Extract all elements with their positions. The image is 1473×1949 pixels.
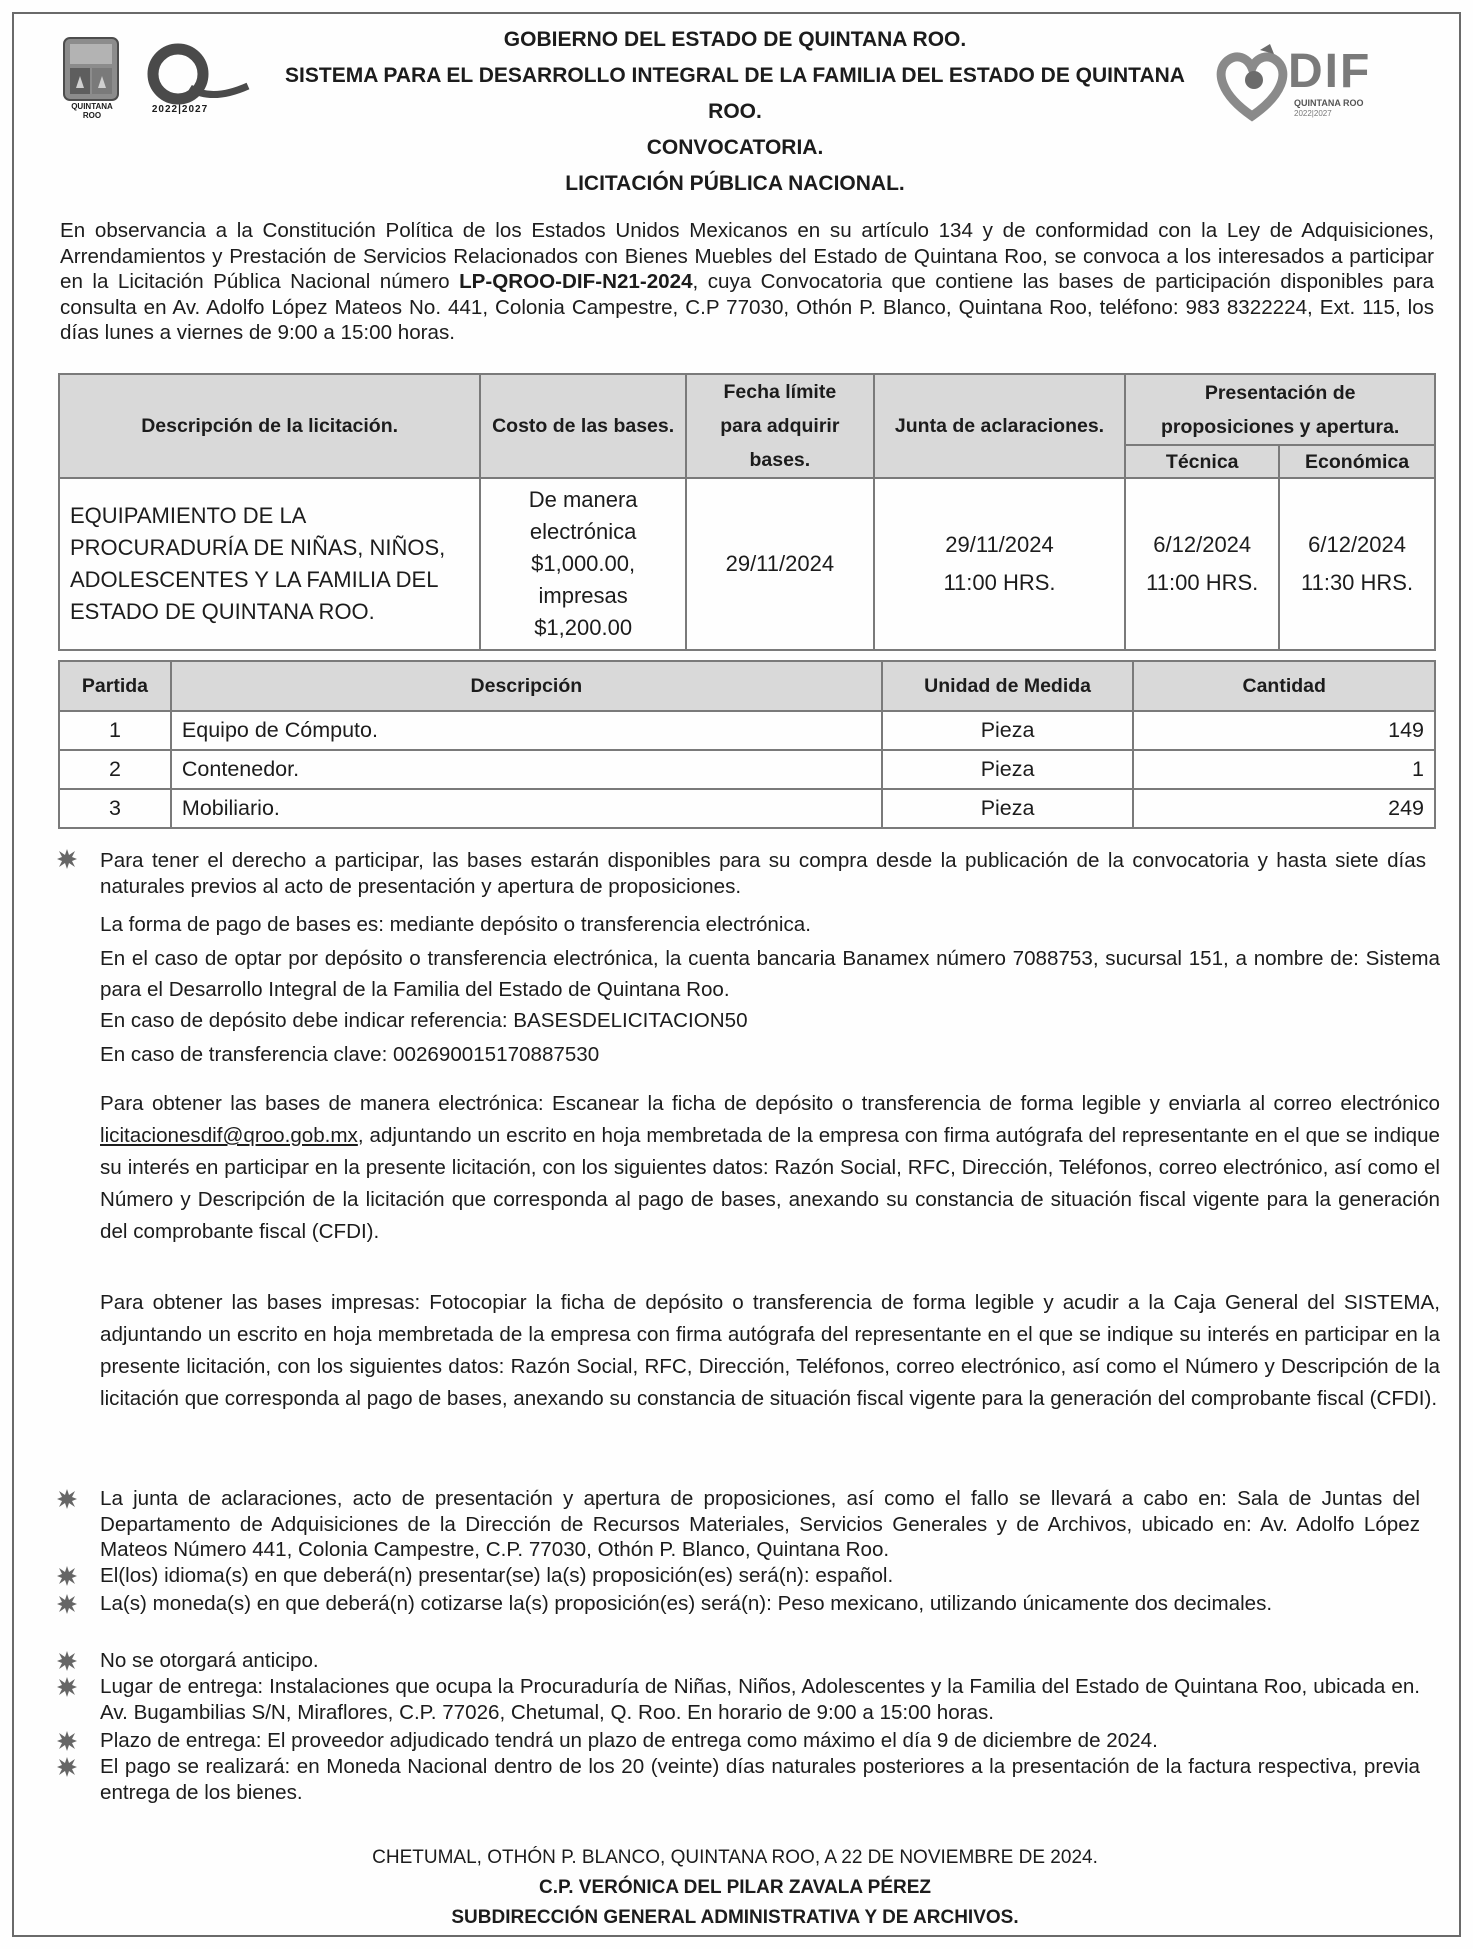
partidas-table [58, 660, 1436, 829]
logo-q-years: 2022|2027 [151, 104, 209, 115]
descripcion-cell: Equipo de Cómputo. [171, 711, 882, 750]
dif-text: DIF [1288, 45, 1372, 98]
condicion-item: El pago se realizará: en Moneda Nacional dentro de los 20 (veinte) días naturales posteriores a la presentación de la factura respectiva, previa entrega de los bienes. [100, 1755, 1420, 1804]
condicion-item: No se otorgará anticipo. [100, 1649, 319, 1672]
header-presentacion-l2: proposiciones y apertura. [1160, 415, 1400, 438]
header-fecha [686, 374, 874, 478]
cantidad-cell: 249 [1133, 789, 1435, 828]
partida-cell: 1 [59, 711, 171, 750]
descripcion-l3: ADOLESCENTES Y LA FAMILIA DEL [70, 567, 439, 592]
header-unidad: Unidad de Medida [882, 661, 1134, 711]
bases-paragraph-4: En caso de depósito debe indicar referencia: BASESDELICITACION50 [100, 1009, 748, 1032]
logo-left-caption: QUINTANA ROO [71, 102, 113, 120]
condicion-item: Lugar de entrega: Instalaciones que ocupa la Procuraduría de Niñas, Niños, Adolescentes y la Familia del Estado de Quintana Roo, ubicada en. Av. Bugambilias S/N, Miraflores, C.P. 77026, Chetumal, Q. Roo. En horario de 9:00 a 15:00 horas. [100, 1675, 1420, 1724]
header-costo: Costo de las bases. [480, 374, 686, 478]
header-junta: Junta de aclaraciones. [874, 374, 1126, 478]
email-link[interactable]: licitacionesdif@qroo.gob.mx [100, 1124, 358, 1147]
condicion-item: La(s) moneda(s) en que deberá(n) cotizarse la(s) proposición(es) será(n): Peso mexicano, utilizando únicamente dos decimales. [100, 1592, 1273, 1615]
cell-fecha: 29/11/2024 [686, 478, 874, 650]
cell-junta [874, 478, 1126, 650]
cantidad-cell: 149 [1133, 711, 1435, 750]
descripcion-l2: PROCURADURÍA DE NIÑAS, NIÑOS, [70, 535, 446, 560]
logos-left [62, 36, 252, 120]
descripcion-l4: ESTADO DE QUINTANA ROO. [70, 599, 375, 624]
licitacion-row [59, 478, 1435, 650]
footer [230, 1843, 1240, 1933]
descripcion-cell: Contenedor. [171, 750, 882, 789]
bases-paragraph-5: En caso de transferencia clave: 002690015170887530 [100, 1043, 600, 1066]
starburst-bullet-icon [56, 1565, 78, 1587]
cell-costo [480, 478, 686, 650]
header-economica: Económica [1279, 445, 1435, 478]
header-presentacion [1125, 374, 1435, 445]
licitacion-number: LP-QROO-DIF-N21-2024 [459, 270, 693, 293]
junta-fecha: 29/11/2024 [945, 532, 1054, 557]
cell-economica [1279, 478, 1435, 650]
header-fecha-l1: Fecha límite [723, 381, 837, 403]
junta-hora: 11:00 HRS. [943, 570, 1056, 595]
tecnica-fecha: 6/12/2024 [1153, 532, 1252, 557]
header-presentacion-l1: Presentación de [1204, 381, 1356, 404]
descripcion-cell: Mobiliario. [171, 789, 882, 828]
condicion-item: Plazo de entrega: El proveedor adjudicado tendrá un plazo de entrega como máximo el día 9 de diciembre de 2024. [100, 1729, 1158, 1752]
starburst-bullet-icon [56, 1488, 78, 1510]
cell-descripcion [59, 478, 480, 650]
starburst-bullet-icon [56, 1676, 78, 1698]
p6-part-b: , adjuntando un escrito en hoja membretada de la empresa con firma autógrafa del representante en el que se indique su interés en participar en la presente licitación, con los siguientes datos: Razón Social, RFC, Dirección, Teléfonos, correo electrónico, así como el Número y Descripción de la licitación que corresponda al pago de bases, anexando su constancia de situación fiscal vigente para la generación del comprobante fiscal (CFDI). [100, 1124, 1440, 1243]
starburst-bullet-icon [56, 1730, 78, 1752]
costo-l2: electrónica [529, 519, 637, 544]
intro-part-2: , cuya Convocatoria que contiene las bases de participación disponibles para consulta en Av. Adolfo López Mateos No. 441, Colonia Campestre, C.P 77030, Othón P. Blanco, Quintana Roo, teléfono: 983 8322224, Ext. 115, los días lunes a viernes de 9:00 a 15:00 horas. [60, 270, 1435, 344]
tecnica-hora: 11:00 HRS. [1146, 570, 1259, 595]
header-fecha-l3: bases. [749, 449, 811, 471]
bases-paragraph-2: La forma de pago de bases es: mediante depósito o transferencia electrónica. [100, 913, 811, 936]
intro-paragraph [60, 218, 1434, 346]
bases-electronicas-paragraph [100, 1088, 1440, 1248]
bases-paragraph-1: Para tener el derecho a participar, las bases estarán disponibles para su compra desde la publicación de la convocatoria y hasta siete días naturales previos al acto de presentación y apertura de proposiciones. [100, 849, 1426, 898]
cell-tecnica [1125, 478, 1279, 650]
descripcion-l1: EQUIPAMIENTO DE LA [70, 503, 307, 528]
bases-impresas-paragraph: Para obtener las bases impresas: Fotocopiar la ficha de depósito o transferencia de forma legible y acudir a la Caja General del SISTEMA, adjuntando un escrito en hoja membretada de la empresa con firma autógrafa del representante en el que se indique su interés en participar en la presente licitación, con los siguientes datos: Razón Social, RFC, Dirección, Teléfonos, correo electrónico, así como el Número y Descripción de la licitación que corresponda al pago de bases, anexando su constancia de situación fiscal vigente para la generación del comprobante fiscal (CFDI). [100, 1291, 1440, 1410]
partida-cell: 3 [59, 789, 171, 828]
header-line-2: SISTEMA PARA EL DESARROLLO INTEGRAL DE LA FAMILIA DEL ESTADO DE QUINTANA [285, 64, 1185, 87]
costo-l5: $1,200.00 [534, 615, 633, 640]
starburst-bullet-icon [56, 1756, 78, 1778]
economica-fecha: 6/12/2024 [1308, 532, 1406, 557]
footer-place-date: CHETUMAL, OTHÓN P. BLANCO, QUINTANA ROO, A 22 DE NOVIEMBRE DE 2024. [372, 1847, 1098, 1868]
footer-office: SUBDIRECCIÓN GENERAL ADMINISTRATIVA Y DE ARCHIVOS. [451, 1907, 1019, 1928]
header-descripcion: Descripción de la licitación. [59, 374, 480, 478]
header-line-1: GOBIERNO DEL ESTADO DE QUINTANA ROO. [503, 28, 967, 51]
header-descripcion-partida: Descripción [171, 661, 882, 711]
bases-paragraph-3: En el caso de optar por depósito o transferencia electrónica, la cuenta bancaria Banamex número 7088753, sucursal 151, a nombre de: Sistema para el Desarrollo Integral de la Familia del Estado de Quintana Roo. [100, 947, 1440, 1001]
licitacion-table [58, 373, 1436, 651]
p6-part-a: Para obtener las bases de manera electrónica: Escanear la ficha de depósito o transferencia de forma legible y enviarla al correo electrónico [100, 1092, 1440, 1115]
intro-part-1: En observancia a la Constitución Política de los Estados Unidos Mexicanos en su artículo 134 y de conformidad con la Ley de Adquisiciones, Arrendamientos y Prestación de Servicios Relacionados con Bienes Muebles del Estado de Quintana Roo, se convoca a los interesados a participar en la Licitación Pública Nacional número [60, 219, 1434, 293]
unidad-cell: Pieza [882, 789, 1134, 828]
table-row [59, 711, 1435, 750]
header-line-3: ROO. [708, 100, 762, 123]
header-tecnica: Técnica [1125, 445, 1279, 478]
header-line-4: CONVOCATORIA. [646, 136, 824, 159]
header-cantidad: Cantidad [1133, 661, 1435, 711]
costo-l3: $1,000.00, [531, 551, 636, 576]
condicion-item: El(los) idioma(s) en que deberá(n) presentar(se) la(s) proposición(es) será(n): español. [100, 1564, 894, 1587]
dif-caption: QUINTANA ROO [1294, 98, 1364, 108]
unidad-cell: Pieza [882, 750, 1134, 789]
starburst-bullet-icon [56, 848, 78, 870]
header-line-5: LICITACIÓN PÚBLICA NACIONAL. [565, 172, 905, 195]
partida-cell: 2 [59, 750, 171, 789]
cantidad-cell: 1 [1133, 750, 1435, 789]
starburst-bullet-icon [56, 1593, 78, 1615]
starburst-bullet-icon [56, 1650, 78, 1672]
costo-l4: impresas [538, 583, 628, 608]
condicion-item: La junta de aclaraciones, acto de presentación y apertura de proposiciones, así como el fallo se llevará a cabo en: Sala de Juntas del Departamento de Adquisiciones de la Dirección de Recursos Materiales, Servicios Generales y de Archivos, ubicado en: Av. Adolfo López Mateos Número 441, Colonia Campestre, C.P. 77030, Othón P. Blanco, Quintana Roo. [100, 1487, 1420, 1561]
table-row [59, 789, 1435, 828]
dif-years: 2022|2027 [1294, 109, 1332, 118]
costo-l1: De manera [528, 487, 638, 512]
header-title [230, 22, 1240, 202]
footer-signer: C.P. VERÓNICA DEL PILAR ZAVALA PÉREZ [538, 1877, 931, 1898]
header-partida: Partida [59, 661, 171, 711]
economica-hora: 11:30 HRS. [1301, 570, 1414, 595]
unidad-cell: Pieza [882, 711, 1134, 750]
table-row [59, 750, 1435, 789]
header-fecha-l2: para adquirir [720, 415, 840, 437]
